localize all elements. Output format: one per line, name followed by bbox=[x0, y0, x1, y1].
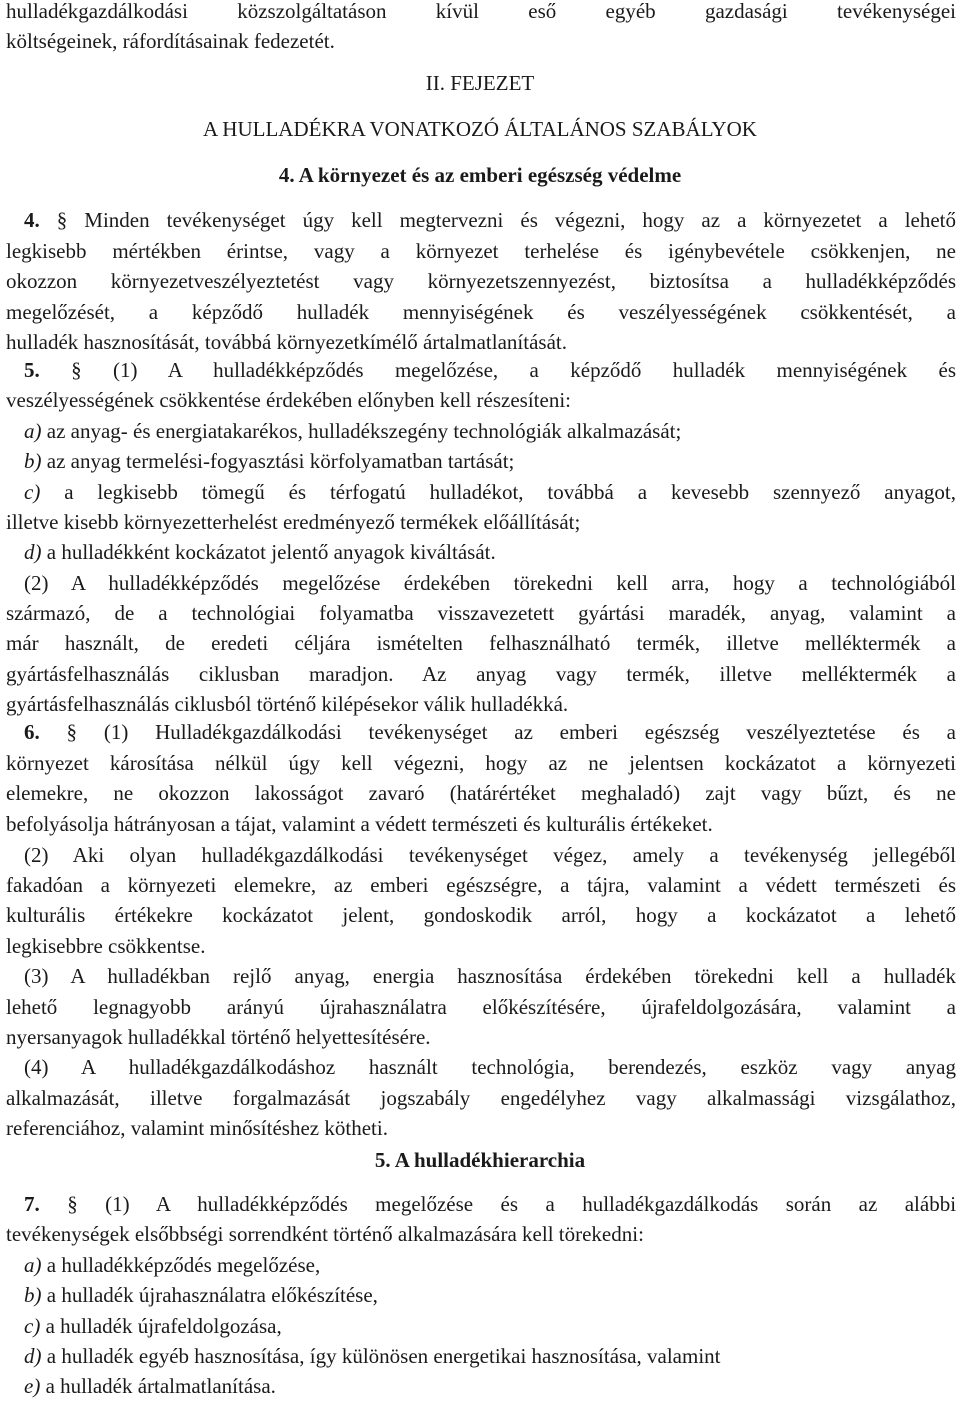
paragraph-number: 7. bbox=[24, 1192, 40, 1216]
text-line: lehető legnagyobb arányú újrahasználatra előkészítésére, újrafeldolgozására, valamint a bbox=[6, 995, 956, 1019]
list-item: e) a hulladék ártalmatlanítása. bbox=[24, 1374, 276, 1398]
paragraph-number: 6. bbox=[24, 720, 40, 744]
section-heading-4: 4. A környezet és az emberi egészség védelme bbox=[278, 163, 682, 187]
text-line: (2) Aki olyan hulladékgazdálkodási tevékenységet végez, amely a tevékenység jellegéből bbox=[24, 843, 956, 867]
list-marker: a) bbox=[24, 1253, 42, 1277]
paragraph-number: 5. bbox=[24, 358, 40, 382]
text-line: hulladékgazdálkodási közszolgáltatáson kívül eső egyéb gazdasági tevékenységei bbox=[6, 0, 956, 23]
section-sign: § bbox=[71, 358, 82, 382]
text-line: fakadóan a környezeti elemekre, az emberi egészségre, a tájra, valamint a védett természeti és bbox=[6, 873, 956, 897]
text-line: legkisebbre csökkentse. bbox=[6, 934, 206, 958]
chapter-title: A HULLADÉKRA VONATKOZÓ ÁLTALÁNOS SZABÁLYOK bbox=[203, 117, 757, 141]
text-line: referenciához, valamint minősítéshez kötheti. bbox=[6, 1116, 388, 1140]
list-item: b) az anyag termelési-fogyasztási körfolyamatban tartását; bbox=[24, 449, 515, 473]
text-line: (2) A hulladékképződés megelőzése érdekében törekedni kell arra, hogy a technológiából bbox=[24, 571, 956, 595]
list-marker: d) bbox=[24, 1344, 42, 1368]
paragraph-number: 4. bbox=[24, 208, 40, 232]
list-marker: b) bbox=[24, 1283, 42, 1307]
list-marker: d) bbox=[24, 540, 42, 564]
text-line: hulladék hasznosítását, továbbá környezetkímélő ártalmatlanítását. bbox=[6, 330, 567, 354]
list-item: d) a hulladékként kockázatot jelentő anyagok kiváltását. bbox=[24, 540, 496, 564]
text-line: környezet károsítása nélkül úgy kell végezni, hogy az ne jelentsen kockázatot a környezeti bbox=[6, 751, 956, 775]
list-item: a) a hulladékképződés megelőzése, bbox=[24, 1253, 321, 1277]
text-line: illetve kisebb környezetterhelést eredményező termékek előállítását; bbox=[6, 510, 581, 534]
section-heading-5: 5. A hulladékhierarchia bbox=[374, 1148, 586, 1172]
paragraph-7-line: 7. § (1) A hulladékképződés megelőzése és a hulladékgazdálkodás során az alábbi bbox=[24, 1192, 957, 1216]
text-line: alkalmazását, illetve forgalmazását jogszabály engedélyhez vagy alkalmassági vizsgálathoz, bbox=[6, 1086, 956, 1110]
text-line: származó, de a technológiai folyamatba visszavezetett gyártási maradék, anyag, valamint a bbox=[6, 601, 956, 625]
text-line: költségeinek, ráfordításainak fedezetét. bbox=[6, 29, 335, 53]
text-line: legkisebb mértékben érintse, vagy a környezet terhelése és igénybevétele csökkenjen, ne bbox=[6, 239, 956, 263]
text-line: veszélyességének csökkentése érdekében előnyben kell részesíteni: bbox=[6, 388, 572, 412]
list-item: c) a legkisebb tömegű és térfogatú hulladékot, továbbá a kevesebb szennyező anyagot, bbox=[24, 480, 957, 504]
text-line: nyersanyagok hulladékkal történő helyettesítésére. bbox=[6, 1025, 431, 1049]
list-marker: a) bbox=[24, 419, 42, 443]
paragraph-6-line: 6. § (1) Hulladékgazdálkodási tevékenységet az emberi egészség veszélyeztetése és a bbox=[24, 720, 957, 744]
list-marker: b) bbox=[24, 449, 42, 473]
text-line: (3) A hulladékban rejlő anyag, energia hasznosítása érdekében törekedni kell a hulladék bbox=[24, 964, 956, 988]
paragraph-5-line: 5. § (1) A hulladékképződés megelőzése, a képződő hulladék mennyiségének és bbox=[24, 358, 956, 382]
list-item: c) a hulladék újrafeldolgozása, bbox=[24, 1314, 282, 1338]
text-line: tevékenységek elsőbbségi sorrendként történő alkalmazására kell törekedni: bbox=[6, 1222, 644, 1246]
text-line: már használt, de eredeti céljára ismételten felhasználható termék, illetve melléktermék a bbox=[6, 631, 956, 655]
section-sign: § bbox=[56, 208, 68, 232]
list-item: d) a hulladék egyéb hasznosítása, így különösen energetikai hasznosítása, valamint bbox=[24, 1344, 721, 1368]
text-line: gyártásfelhasználás ciklusból történő kilépésekor válik hulladékká. bbox=[6, 692, 569, 716]
text-line: elemekre, ne okozzon lakosságot zavaró (határértéket meghaladó) zajt vagy bűzt, és ne bbox=[6, 781, 956, 805]
text-line: okozzon környezetveszélyeztetést vagy környezetszennyezést, biztosítsa a hulladékképződés bbox=[6, 269, 956, 293]
text-line: kulturális értékekre kockázatot jelent, gondoskodik arról, hogy a kockázatot a lehető bbox=[6, 903, 956, 927]
text-line: (4) A hulladékgazdálkodáshoz használt technológia, berendezés, eszköz vagy anyag bbox=[24, 1055, 956, 1079]
list-item: b) a hulladék újrahasználatra előkészítése, bbox=[24, 1283, 378, 1307]
text-line: gyártásfelhasználás ciklusban maradjon. Az anyag vagy termék, illetve melléktermék a bbox=[6, 662, 956, 686]
chapter-number: II. FEJEZET bbox=[425, 71, 535, 95]
text-line: befolyásolja hátrányosan a tájat, valamint a védett természeti és kulturális értékeket. bbox=[6, 812, 713, 836]
section-sign: § bbox=[67, 1192, 78, 1216]
list-item: a) az anyag- és energiatakarékos, hulladékszegény technológiák alkalmazását; bbox=[24, 419, 682, 443]
list-marker: e) bbox=[24, 1374, 41, 1398]
list-marker: c) bbox=[24, 480, 41, 504]
section-sign: § bbox=[66, 720, 78, 744]
list-marker: c) bbox=[24, 1314, 41, 1338]
paragraph-4-line: 4. § Minden tevékenységet úgy kell megtervezni és végezni, hogy az a környezetet a lehető bbox=[24, 208, 957, 232]
text-line: megelőzését, a képződő hulladék mennyiségének és veszélyességének csökkentését, a bbox=[6, 300, 956, 324]
